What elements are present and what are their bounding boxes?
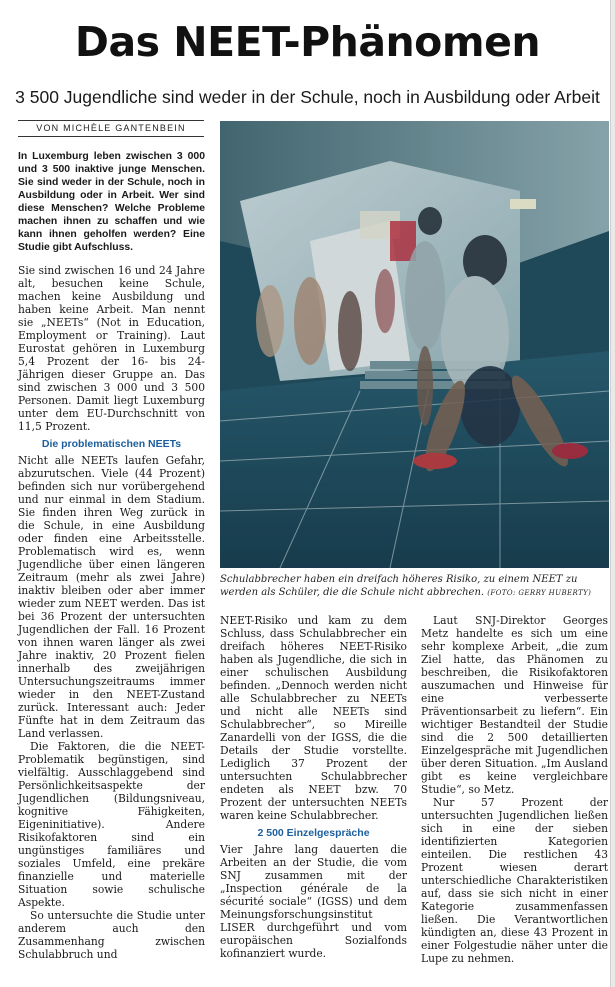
paragraph: Nicht alle NEETs laufen Gefahr, abzurutschen. Viele (44 Prozent) befinden sich nur vorübergehend und nur einmal in dem Stadium. Sie finden ihren Weg zurück in die Schule, in eine Ausbildung oder finden eine Arbeitsstelle. Problematisch wird es, wenn Jugendliche über einen längeren Zeitraum (mehr als zwei Jahre) inaktiv bleiben oder aber immer wieder zum NEET werden. Das ist bei 36 Prozent der untersuchten Jugendlichen der Fall. 16 Prozent von ihnen waren länger als zwei Jahre inaktiv, 20 Prozent fielen innerhalb des zweijährigen Untersuchungszeitraums immer wieder in den NEET-Zustand zurück. Interessant auch: Jeder Fünfte hat in dem Zeitraum das Land verlassen. bbox=[18, 454, 205, 740]
column-2 bbox=[220, 614, 407, 960]
subheadline: 3 500 Jugendliche sind weder in der Schule, noch in Ausbildung oder Arbeit bbox=[15, 87, 600, 107]
lead-paragraph: In Luxemburg leben zwischen 3 000 und 3 500 inaktive junge Menschen. Sie sind weder in der Schule, noch in Ausbildung oder in Arbeit. Wer sind diese Menschen? Welche Probleme machen ihnen zu schaffen und wie kann ihnen geholfen werden? Eine Studie gibt Aufschluss. bbox=[18, 151, 205, 253]
column-1 bbox=[18, 150, 205, 961]
section-title: 2 500 Einzelgespräche bbox=[257, 827, 370, 839]
page-edge bbox=[610, 0, 615, 987]
caption-text: Schulabbrecher haben ein dreifach höheres Risiko, zu einem NEET zu werden als Schüler, die die Schule nicht abbrechen. bbox=[220, 574, 578, 598]
article-photo bbox=[220, 121, 609, 568]
column-3 bbox=[421, 614, 608, 965]
byline: VON MICHÈLE GANTENBEIN bbox=[18, 120, 204, 137]
paragraph: So untersuchte die Studie unter anderem auch den Zusammenhang zwischen Schulabbruch und bbox=[18, 909, 205, 961]
headline: Das NEET-Phänomen bbox=[74, 18, 541, 66]
paragraph: Sie sind zwischen 16 und 24 Jahre alt, besuchen keine Schule, machen keine Ausbildung und haben keine Arbeit. Man nennt sie „NEETs“ (Not in Education, Employment or Training). Laut Eurostat gehören in Luxemburg 5,4 Prozent der 16- bis 24-Jährigen dieser Gruppe an. Das sind zwischen 3 000 und 3 500 Personen. Damit liegt Luxemburg unter dem EU-Durchschnitt von 11,5 Prozent. bbox=[18, 264, 205, 433]
paragraph: Nur 57 Prozent der untersuchten Jugendlichen ließen sich in eine der sieben identifizierten Kategorien einteilen. Die restlichen 43 Prozent wiesen derart unterschiedliche Charakteristiken auf, dass sie sich nicht in einer Kategorie zusammenfassen ließen. Die Verantwortlichen kündigten an, diese 43 Prozent in einer Folgestudie näher unter die Lupe zu nehmen. bbox=[421, 796, 608, 965]
paragraph: Laut SNJ-Direktor Georges Metz handelte es sich um eine sehr komplexe Arbeit, „die zum Ziel hatte, das Phänomen zu beschreiben, die Risikofaktoren auszumachen und Hinweise für eine verbesserte Präventionsarbeit zu liefern“. Ein wichtiger Bestandteil der Studie sind die 2 500 detaillierten Einzelgespräche mit Jugendlichen über deren Situation. „Im Ausland gibt es keine vergleichbare Studie“, so Metz. bbox=[421, 614, 608, 796]
paragraph: Die Faktoren, die die NEET-Problematik begünstigen, sind vielfältig. Ausschlaggebend sind Persönlichkeitsaspekte der Jugendlichen (Bildungsniveau, kognitive Fähigkeiten, Eigeninitiative). Andere Risikofaktoren sind ein ungünstiges familiäres und soziales Umfeld, eine prekäre finanzielle und materielle Situation sowie schulische Aspekte. bbox=[18, 740, 205, 909]
paragraph: NEET-Risiko und kam zu dem Schluss, dass Schulabbrecher ein dreifach höheres NEET-Risiko haben als Jugendliche, die sich in einer schulischen Ausbildung befinden. „Dennoch werden nicht alle Schulabbrecher zu NEETs und nicht alle NEETs sind Schulabbrecher“, so Mireille Zanardelli von der IGSS, die die Details der Studie vorstellte. Lediglich 37 Prozent der untersuchten Schulabbrecher endeten als NEET bzw. 70 Prozent der untersuchten NEETs waren keine Schulabbrecher. bbox=[220, 614, 407, 822]
photo-credit: (FOTO: GERRY HUBERTY) bbox=[487, 589, 592, 597]
paragraph: Vier Jahre lang dauerten die Arbeiten an der Studie, die vom SNJ zusammen mit der „Inspection générale de la sécurité sociale“ (IGSS) und dem Meinungsforschungsinstitut LISER durchgeführt und vom europäischen Sozialfonds kofinanziert wurde. bbox=[220, 843, 407, 960]
section-title: Die problematischen NEETs bbox=[41, 438, 182, 450]
photo-caption bbox=[220, 573, 609, 600]
